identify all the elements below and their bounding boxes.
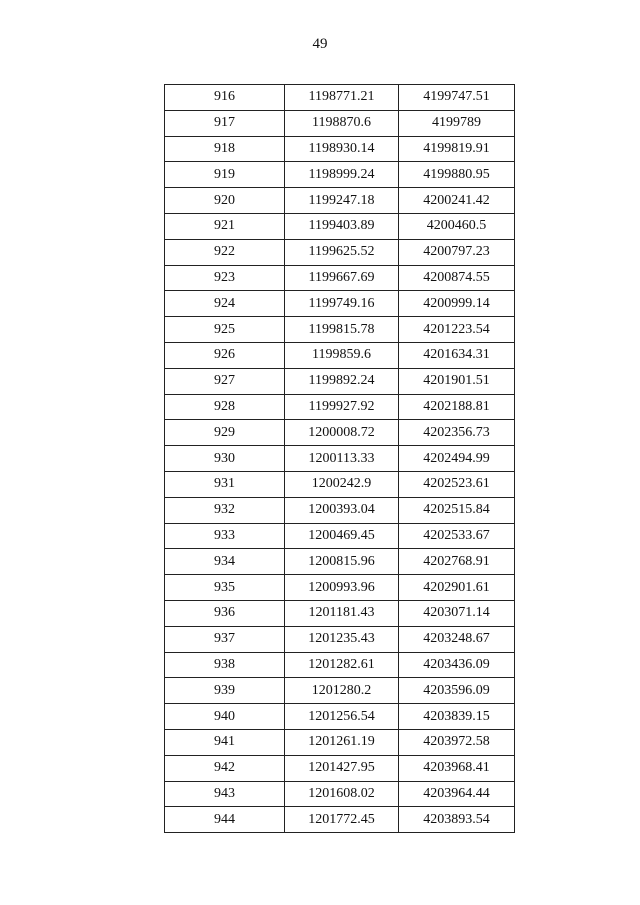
y-coordinate-cell: 4199819.91 — [399, 136, 515, 162]
point-number-cell: 940 — [165, 704, 285, 730]
y-coordinate-cell: 4201223.54 — [399, 317, 515, 343]
x-coordinate-cell: 1200393.04 — [285, 497, 399, 523]
x-coordinate-cell: 1200113.33 — [285, 446, 399, 472]
x-coordinate-cell: 1200815.96 — [285, 549, 399, 575]
x-coordinate-cell: 1201181.43 — [285, 600, 399, 626]
point-number-cell: 942 — [165, 755, 285, 781]
x-coordinate-cell: 1199749.16 — [285, 291, 399, 317]
table-row — [165, 110, 515, 136]
table-row — [165, 497, 515, 523]
y-coordinate-cell: 4203893.54 — [399, 807, 515, 833]
x-coordinate-cell: 1201608.02 — [285, 781, 399, 807]
x-coordinate-cell: 1199247.18 — [285, 188, 399, 214]
y-coordinate-cell: 4202533.67 — [399, 523, 515, 549]
point-number-cell: 935 — [165, 575, 285, 601]
point-number-cell: 941 — [165, 729, 285, 755]
x-coordinate-cell: 1200469.45 — [285, 523, 399, 549]
point-number-cell: 931 — [165, 471, 285, 497]
x-coordinate-cell: 1201282.61 — [285, 652, 399, 678]
table-row — [165, 471, 515, 497]
x-coordinate-cell: 1198771.21 — [285, 85, 399, 111]
x-coordinate-cell: 1201427.95 — [285, 755, 399, 781]
table-row — [165, 291, 515, 317]
y-coordinate-cell: 4200999.14 — [399, 291, 515, 317]
table-row — [165, 446, 515, 472]
y-coordinate-cell: 4203436.09 — [399, 652, 515, 678]
table-row — [165, 575, 515, 601]
x-coordinate-cell: 1200008.72 — [285, 420, 399, 446]
y-coordinate-cell: 4200241.42 — [399, 188, 515, 214]
point-number-cell: 920 — [165, 188, 285, 214]
x-coordinate-cell: 1199859.6 — [285, 342, 399, 368]
point-number-cell: 932 — [165, 497, 285, 523]
y-coordinate-cell: 4202523.61 — [399, 471, 515, 497]
x-coordinate-cell: 1200993.96 — [285, 575, 399, 601]
y-coordinate-cell: 4203968.41 — [399, 755, 515, 781]
y-coordinate-cell: 4203964.44 — [399, 781, 515, 807]
y-coordinate-cell: 4203596.09 — [399, 678, 515, 704]
table-row — [165, 136, 515, 162]
table-row — [165, 213, 515, 239]
point-number-cell: 944 — [165, 807, 285, 833]
point-number-cell: 922 — [165, 239, 285, 265]
point-number-cell: 927 — [165, 368, 285, 394]
point-number-cell: 933 — [165, 523, 285, 549]
point-number-cell: 923 — [165, 265, 285, 291]
y-coordinate-cell: 4203248.67 — [399, 626, 515, 652]
y-coordinate-cell: 4201901.51 — [399, 368, 515, 394]
point-number-cell: 916 — [165, 85, 285, 111]
table-row — [165, 188, 515, 214]
point-number-cell: 926 — [165, 342, 285, 368]
point-number-cell: 943 — [165, 781, 285, 807]
table-row — [165, 368, 515, 394]
point-number-cell: 919 — [165, 162, 285, 188]
y-coordinate-cell: 4202188.81 — [399, 394, 515, 420]
x-coordinate-cell: 1199403.89 — [285, 213, 399, 239]
x-coordinate-cell: 1200242.9 — [285, 471, 399, 497]
coordinates-table — [164, 84, 515, 833]
y-coordinate-cell: 4199747.51 — [399, 85, 515, 111]
x-coordinate-cell: 1199625.52 — [285, 239, 399, 265]
point-number-cell: 917 — [165, 110, 285, 136]
y-coordinate-cell: 4202901.61 — [399, 575, 515, 601]
point-number-cell: 939 — [165, 678, 285, 704]
y-coordinate-cell: 4200797.23 — [399, 239, 515, 265]
x-coordinate-cell: 1201256.54 — [285, 704, 399, 730]
table-row — [165, 549, 515, 575]
point-number-cell: 930 — [165, 446, 285, 472]
point-number-cell: 918 — [165, 136, 285, 162]
y-coordinate-cell: 4203071.14 — [399, 600, 515, 626]
coordinates-table-body — [165, 85, 515, 833]
x-coordinate-cell: 1201772.45 — [285, 807, 399, 833]
x-coordinate-cell: 1201261.19 — [285, 729, 399, 755]
y-coordinate-cell: 4201634.31 — [399, 342, 515, 368]
point-number-cell: 928 — [165, 394, 285, 420]
x-coordinate-cell: 1199927.92 — [285, 394, 399, 420]
table-row — [165, 85, 515, 111]
x-coordinate-cell: 1198870.6 — [285, 110, 399, 136]
x-coordinate-cell: 1201280.2 — [285, 678, 399, 704]
table-row — [165, 755, 515, 781]
table-row — [165, 729, 515, 755]
x-coordinate-cell: 1199892.24 — [285, 368, 399, 394]
x-coordinate-cell: 1198930.14 — [285, 136, 399, 162]
point-number-cell: 938 — [165, 652, 285, 678]
x-coordinate-cell: 1199815.78 — [285, 317, 399, 343]
table-row — [165, 652, 515, 678]
y-coordinate-cell: 4202515.84 — [399, 497, 515, 523]
point-number-cell: 925 — [165, 317, 285, 343]
y-coordinate-cell: 4202356.73 — [399, 420, 515, 446]
table-row — [165, 394, 515, 420]
page-number: 49 — [312, 36, 328, 52]
x-coordinate-cell: 1199667.69 — [285, 265, 399, 291]
table-row — [165, 342, 515, 368]
x-coordinate-cell: 1198999.24 — [285, 162, 399, 188]
table-row — [165, 704, 515, 730]
point-number-cell: 934 — [165, 549, 285, 575]
y-coordinate-cell: 4200874.55 — [399, 265, 515, 291]
table-row — [165, 678, 515, 704]
y-coordinate-cell: 4199789 — [399, 110, 515, 136]
table-row — [165, 239, 515, 265]
point-number-cell: 936 — [165, 600, 285, 626]
y-coordinate-cell: 4200460.5 — [399, 213, 515, 239]
table-row — [165, 420, 515, 446]
y-coordinate-cell: 4203972.58 — [399, 729, 515, 755]
table-row — [165, 781, 515, 807]
y-coordinate-cell: 4202494.99 — [399, 446, 515, 472]
table-row — [165, 626, 515, 652]
x-coordinate-cell: 1201235.43 — [285, 626, 399, 652]
table-row — [165, 807, 515, 833]
y-coordinate-cell: 4202768.91 — [399, 549, 515, 575]
table-row — [165, 600, 515, 626]
table-row — [165, 265, 515, 291]
point-number-cell: 921 — [165, 213, 285, 239]
table-row — [165, 523, 515, 549]
table-row — [165, 317, 515, 343]
point-number-cell: 937 — [165, 626, 285, 652]
y-coordinate-cell: 4203839.15 — [399, 704, 515, 730]
table-row — [165, 162, 515, 188]
point-number-cell: 924 — [165, 291, 285, 317]
point-number-cell: 929 — [165, 420, 285, 446]
y-coordinate-cell: 4199880.95 — [399, 162, 515, 188]
